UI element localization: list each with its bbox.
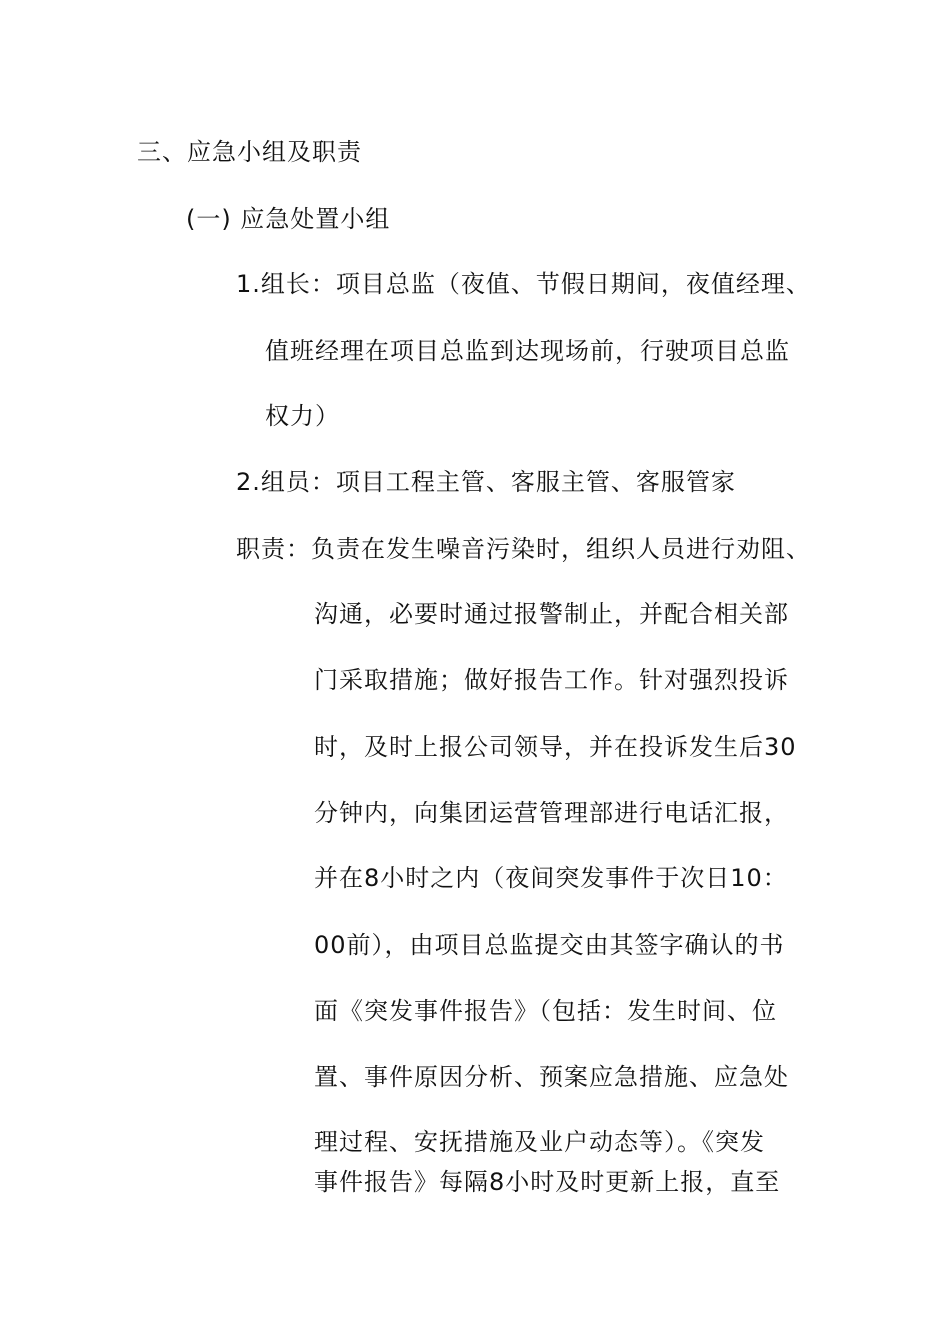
item1-line-1: 1.组长：项目总监（夜值、节假日期间，夜值经理、 <box>236 270 811 298</box>
item1-line-2: 值班经理在项目总监到达现场前，行驶项目总监 <box>265 337 790 365</box>
duties-line-5: 分钟内，向集团运营管理部进行电话汇报， <box>314 799 789 827</box>
item1-line-3: 权力） <box>265 402 340 430</box>
duties-line-2: 沟通，必要时通过报警制止，并配合相关部 <box>314 600 789 628</box>
duties-line-6: 并在8小时之内（夜间突发事件于次日10： <box>314 864 788 892</box>
duties-line-7: 00前），由项目总监提交由其签字确认的书 <box>314 931 785 959</box>
duties-line-1: 职责：负责在发生噪音污染时，组织人员进行劝阻、 <box>236 535 811 563</box>
section-title: 三、应急小组及职责 <box>137 138 362 166</box>
item2-line: 2.组员：项目工程主管、客服主管、客服管家 <box>236 468 736 496</box>
duties-line-9: 置、事件原因分析、预案应急措施、应急处 <box>314 1063 789 1091</box>
duties-line-11: 事件报告》每隔8小时及时更新上报，直至 <box>314 1168 781 1196</box>
duties-line-4: 时，及时上报公司领导，并在投诉发生后30 <box>314 733 797 761</box>
duties-line-10: 理过程、安抚措施及业户动态等）。《突发 <box>314 1128 765 1156</box>
subsection-title: (一) 应急处置小组 <box>186 205 391 233</box>
duties-line-3: 门采取措施；做好报告工作。针对强烈投诉 <box>314 666 789 694</box>
duties-line-8: 面《突发事件报告》（包括：发生时间、位 <box>314 997 777 1025</box>
